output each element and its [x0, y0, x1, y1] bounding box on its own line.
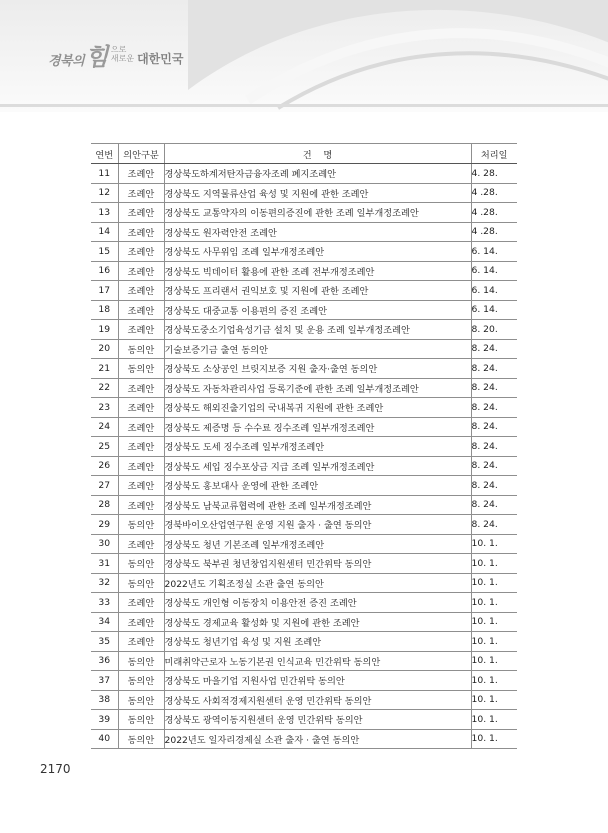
row-title-cell: 경상북도 홍보대사 운영에 관한 조례안	[164, 476, 471, 496]
table-row	[91, 456, 517, 476]
row-number-cell: 31	[91, 554, 118, 574]
row-title-cell: 경북바이오산업연구원 운영 지원 출자 · 출연 동의안	[164, 515, 471, 535]
row-number-cell: 16	[91, 261, 118, 281]
logo-script-a: 경북의	[48, 53, 85, 69]
table-row	[91, 534, 517, 554]
row-number-cell: 22	[91, 378, 118, 398]
table-row	[91, 261, 517, 281]
row-title-cell: 경상북도 해외진출기업의 국내복귀 지원에 관한 조례안	[164, 398, 471, 418]
row-title-cell: 경상북도 사무위임 조례 일부개정조례안	[164, 242, 471, 262]
row-type-cell: 동의안	[118, 339, 164, 359]
row-title-cell: 경상북도 청년기업 육성 및 지원 조례안	[164, 632, 471, 652]
row-type-cell: 동의안	[118, 710, 164, 730]
row-title-cell: 미래취약근로자 노동기본권 인식교육 민간위탁 동의안	[164, 651, 471, 671]
bill-list-table	[91, 143, 517, 749]
row-type-cell: 조례안	[118, 164, 164, 184]
row-number-cell: 27	[91, 476, 118, 496]
table-row	[91, 632, 517, 652]
row-title-cell: 경상북도 지역물류산업 육성 및 지원에 관한 조례안	[164, 183, 471, 203]
logo-small-top: 으로	[110, 45, 127, 54]
row-date-cell: 4 .28.	[471, 203, 517, 223]
row-title-cell: 경상북도 북부권 청년창업지원센터 민간위탁 동의안	[164, 554, 471, 574]
table-row	[91, 437, 517, 457]
table-row	[91, 593, 517, 613]
row-type-cell: 조례안	[118, 183, 164, 203]
row-title-cell: 경상북도 빅데이터 활용에 관한 조례 전부개정조례안	[164, 261, 471, 281]
header-divider	[0, 104, 608, 107]
row-date-cell: 10. 1.	[471, 612, 517, 632]
page-number: 2170	[40, 762, 71, 776]
row-date-cell: 4 .28.	[471, 222, 517, 242]
row-type-cell: 동의안	[118, 359, 164, 379]
row-number-cell: 11	[91, 164, 118, 184]
row-type-cell: 동의안	[118, 729, 164, 749]
table-row	[91, 612, 517, 632]
header-date: 처리일	[471, 144, 517, 164]
row-type-cell: 조례안	[118, 612, 164, 632]
row-date-cell: 10. 1.	[471, 710, 517, 730]
row-date-cell: 10. 1.	[471, 690, 517, 710]
table-row	[91, 339, 517, 359]
table-header-row	[91, 144, 517, 164]
row-number-cell: 24	[91, 417, 118, 437]
row-type-cell: 동의안	[118, 573, 164, 593]
row-type-cell: 조례안	[118, 632, 164, 652]
row-date-cell: 8. 24.	[471, 359, 517, 379]
row-number-cell: 15	[91, 242, 118, 262]
row-number-cell: 12	[91, 183, 118, 203]
row-type-cell: 조례안	[118, 242, 164, 262]
header-type: 의안구분	[118, 144, 164, 164]
row-title-cell: 경상북도 교통약자의 이동편의증진에 관한 조례 일부개정조례안	[164, 203, 471, 223]
row-date-cell: 6. 14.	[471, 300, 517, 320]
row-date-cell: 10. 1.	[471, 671, 517, 691]
row-date-cell: 6. 14.	[471, 281, 517, 301]
table-row	[91, 495, 517, 515]
row-title-cell: 2022년도 기획조정실 소관 출연 동의안	[164, 573, 471, 593]
row-title-cell: 기술보증기금 출연 동의안	[164, 339, 471, 359]
row-number-cell: 19	[91, 320, 118, 340]
row-type-cell: 조례안	[118, 534, 164, 554]
row-type-cell: 조례안	[118, 437, 164, 457]
row-number-cell: 18	[91, 300, 118, 320]
row-date-cell: 10. 1.	[471, 651, 517, 671]
row-date-cell: 6. 14.	[471, 261, 517, 281]
row-title-cell: 경상북도 자동차관리사업 등록기준에 관한 조례 일부개정조례안	[164, 378, 471, 398]
row-number-cell: 14	[91, 222, 118, 242]
decorative-swoosh	[188, 0, 608, 110]
row-date-cell: 8. 24.	[471, 417, 517, 437]
table-row	[91, 573, 517, 593]
table-row	[91, 183, 517, 203]
row-type-cell: 조례안	[118, 378, 164, 398]
row-title-cell: 경상북도 제증명 등 수수료 징수조례 일부개정조례안	[164, 417, 471, 437]
logo-script-big: 힘	[85, 41, 108, 71]
row-date-cell: 10. 1.	[471, 729, 517, 749]
row-number-cell: 32	[91, 573, 118, 593]
table-row	[91, 398, 517, 418]
row-date-cell: 8. 24.	[471, 378, 517, 398]
row-type-cell: 동의안	[118, 671, 164, 691]
row-date-cell: 10. 1.	[471, 554, 517, 574]
table-row	[91, 203, 517, 223]
row-date-cell: 8. 24.	[471, 456, 517, 476]
row-title-cell: 경상북도 광역이동지원센터 운영 민간위탁 동의안	[164, 710, 471, 730]
row-type-cell: 조례안	[118, 281, 164, 301]
row-title-cell: 경상북도 남북교류협력에 관한 조례 일부개정조례안	[164, 495, 471, 515]
table-row	[91, 476, 517, 496]
table-body	[91, 164, 517, 749]
row-number-cell: 36	[91, 651, 118, 671]
row-title-cell: 경상북도 경제교육 활성화 및 지원에 관한 조례안	[164, 612, 471, 632]
row-type-cell: 동의안	[118, 651, 164, 671]
row-date-cell: 8. 24.	[471, 398, 517, 418]
row-type-cell: 동의안	[118, 554, 164, 574]
row-date-cell: 8. 24.	[471, 339, 517, 359]
row-number-cell: 20	[91, 339, 118, 359]
header-title: 건 명	[164, 144, 471, 164]
row-date-cell: 6. 14.	[471, 242, 517, 262]
row-title-cell: 경상북도 세입 징수포상금 지급 조례 일부개정조례안	[164, 456, 471, 476]
logo-nation: 대한민국	[137, 52, 184, 66]
row-title-cell: 경상북도중소기업육성기금 설치 및 운용 조례 일부개정조례안	[164, 320, 471, 340]
row-number-cell: 25	[91, 437, 118, 457]
table-row	[91, 300, 517, 320]
row-type-cell: 조례안	[118, 417, 164, 437]
row-title-cell: 경상북도 도세 징수조례 일부개정조례안	[164, 437, 471, 457]
row-number-cell: 17	[91, 281, 118, 301]
table-row	[91, 690, 517, 710]
row-type-cell: 조례안	[118, 203, 164, 223]
header-logo	[48, 38, 183, 70]
row-date-cell: 10. 1.	[471, 534, 517, 554]
row-title-cell: 경상북도 원자력안전 조례안	[164, 222, 471, 242]
table-row	[91, 710, 517, 730]
row-date-cell: 4. 28.	[471, 164, 517, 184]
row-type-cell: 조례안	[118, 261, 164, 281]
row-title-cell: 경상북도 사회적경제지원센터 운영 민간위탁 동의안	[164, 690, 471, 710]
row-date-cell: 8. 20.	[471, 320, 517, 340]
row-date-cell: 8. 24.	[471, 495, 517, 515]
row-date-cell: 10. 1.	[471, 573, 517, 593]
row-date-cell: 10. 1.	[471, 593, 517, 613]
row-type-cell: 조례안	[118, 495, 164, 515]
row-title-cell: 경상북도 대중교통 이용편의 증진 조례안	[164, 300, 471, 320]
table-row	[91, 242, 517, 262]
table-row	[91, 651, 517, 671]
logo-small-bottom: 새로운	[110, 54, 135, 63]
row-title-cell: 경상북도 개인형 이동장치 이용안전 증진 조례안	[164, 593, 471, 613]
row-title-cell: 경상북도 소상공인 브릿지보증 지원 출자·출연 동의안	[164, 359, 471, 379]
row-title-cell: 경상북도 청년 기본조례 일부개정조례안	[164, 534, 471, 554]
row-date-cell: 8. 24.	[471, 437, 517, 457]
row-number-cell: 38	[91, 690, 118, 710]
table-row	[91, 729, 517, 749]
table-row	[91, 222, 517, 242]
row-date-cell: 8. 24.	[471, 476, 517, 496]
row-number-cell: 30	[91, 534, 118, 554]
row-number-cell: 23	[91, 398, 118, 418]
row-title-cell: 경상북도 마을기업 지원사업 민간위탁 동의안	[164, 671, 471, 691]
row-number-cell: 13	[91, 203, 118, 223]
table-row	[91, 281, 517, 301]
row-type-cell: 조례안	[118, 456, 164, 476]
table-row	[91, 671, 517, 691]
row-title-cell: 경상북도하계저탄자금융자조례 폐지조례안	[164, 164, 471, 184]
row-number-cell: 40	[91, 729, 118, 749]
table-row	[91, 378, 517, 398]
row-type-cell: 조례안	[118, 398, 164, 418]
row-type-cell: 조례안	[118, 300, 164, 320]
row-type-cell: 동의안	[118, 515, 164, 535]
row-number-cell: 21	[91, 359, 118, 379]
row-number-cell: 34	[91, 612, 118, 632]
header-no: 연번	[91, 144, 118, 164]
row-title-cell: 경상북도 프리랜서 권익보호 및 지원에 관한 조례안	[164, 281, 471, 301]
row-date-cell: 10. 1.	[471, 632, 517, 652]
row-date-cell: 4 .28.	[471, 183, 517, 203]
row-type-cell: 조례안	[118, 476, 164, 496]
row-type-cell: 조례안	[118, 222, 164, 242]
table-row	[91, 417, 517, 437]
table-row	[91, 515, 517, 535]
row-number-cell: 35	[91, 632, 118, 652]
row-number-cell: 37	[91, 671, 118, 691]
row-number-cell: 39	[91, 710, 118, 730]
row-type-cell: 동의안	[118, 690, 164, 710]
page-header-band	[0, 0, 608, 112]
row-number-cell: 33	[91, 593, 118, 613]
row-title-cell: 2022년도 일자리경제실 소관 출자 · 출연 동의안	[164, 729, 471, 749]
table-row	[91, 320, 517, 340]
row-date-cell: 8. 24.	[471, 515, 517, 535]
row-type-cell: 조례안	[118, 320, 164, 340]
row-number-cell: 29	[91, 515, 118, 535]
row-type-cell: 조례안	[118, 593, 164, 613]
table-row	[91, 164, 517, 184]
row-number-cell: 28	[91, 495, 118, 515]
row-number-cell: 26	[91, 456, 118, 476]
table-row	[91, 359, 517, 379]
table-row	[91, 554, 517, 574]
